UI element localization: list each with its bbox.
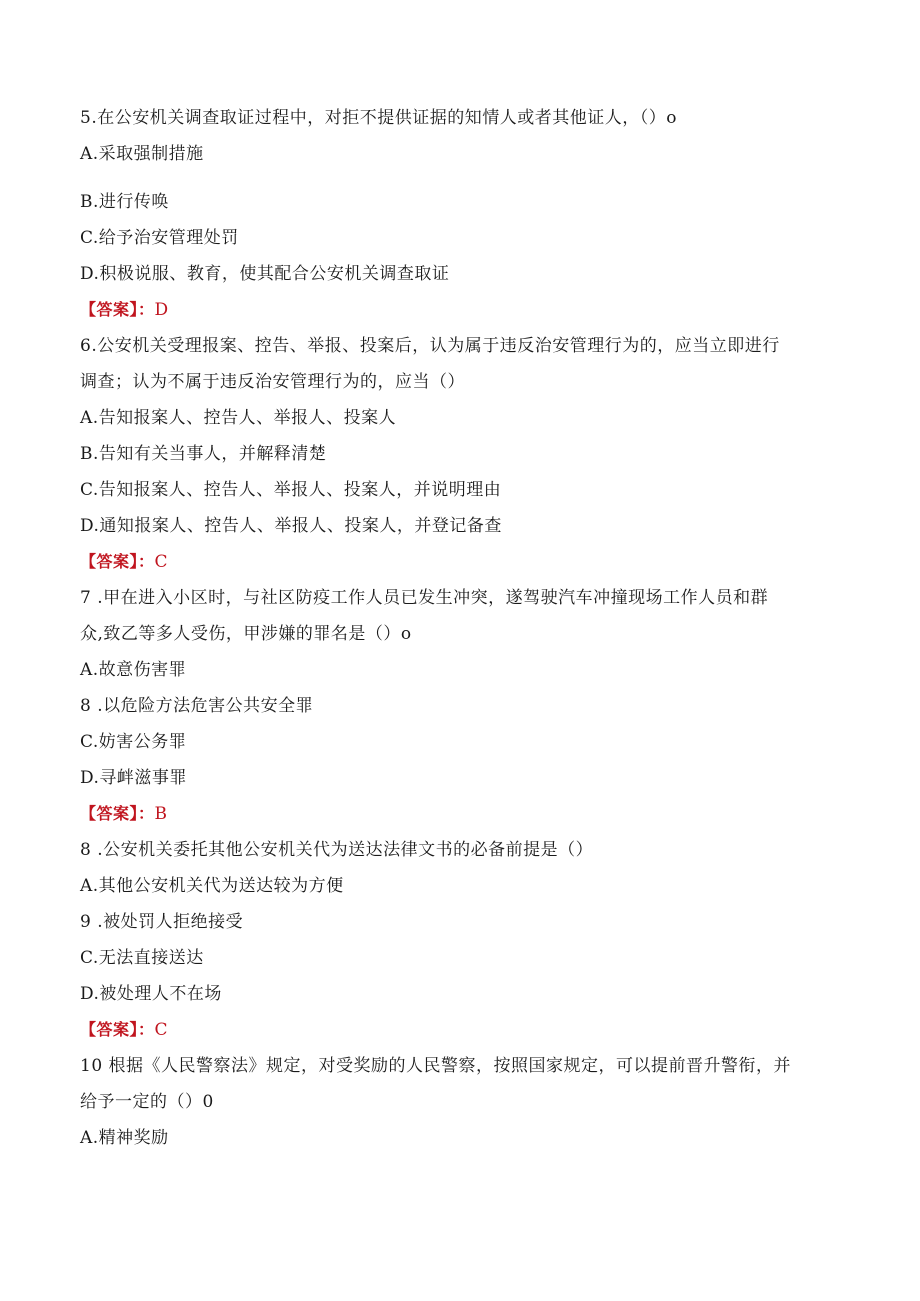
option-a: A.采取强制措施	[80, 144, 204, 164]
option-b: 8 .以危险方法危害公共安全罪	[80, 696, 314, 716]
question-stem: 5.在公安机关调查取证过程中，对拒不提供证据的知情人或者其他证人，（）o	[80, 108, 677, 128]
answer-value: C	[154, 1020, 169, 1040]
option-a: A.其他公安机关代为送达较为方便	[80, 876, 344, 896]
answer-label: 【答案】：	[80, 804, 155, 823]
question-stem-continued: 调查；认为不属于违反治安管理行为的，应当（）	[80, 372, 465, 392]
question-5	[80, 104, 840, 324]
question-10	[80, 1052, 840, 1152]
document-page	[80, 104, 840, 1160]
option-d: D.通知报案人、控告人、举报人、投案人，并登记备查	[80, 516, 502, 536]
answer-value: C	[154, 552, 169, 572]
question-7	[80, 584, 840, 828]
question-stem: 8 .公安机关委托其他公安机关代为送达法律文书的必备前提是（）	[80, 840, 594, 860]
answer-value: B	[154, 804, 168, 824]
answer-label: 【答案】：	[80, 1020, 155, 1039]
answer-line	[80, 1016, 840, 1044]
question-8	[80, 836, 840, 1044]
option-d: D.被处理人不在场	[80, 984, 222, 1004]
option-c: C.无法直接送达	[80, 948, 204, 968]
question-stem: 7 .甲在进入小区时，与社区防疫工作人员已发生冲突，遂驾驶汽车冲撞现场工作人员和群	[80, 588, 769, 608]
option-c: C.妨害公务罪	[80, 732, 187, 752]
option-b: B.进行传唤	[80, 192, 169, 212]
question-stem: 10 根据《人民警察法》规定，对受奖励的人民警察，按照国家规定，可以提前晋升警衔，并	[80, 1056, 792, 1076]
question-6	[80, 332, 840, 576]
option-c: C.给予治安管理处罚	[80, 228, 239, 248]
option-a: A.故意伤害罪	[80, 660, 187, 680]
option-b: 9 .被处罚人拒绝接受	[80, 912, 244, 932]
question-stem-continued: 众,致乙等多人受伤，甲涉嫌的罪名是（）o	[80, 624, 412, 644]
answer-label: 【答案】：	[80, 552, 155, 571]
answer-line	[80, 800, 840, 828]
option-b: B.告知有关当事人，并解释清楚	[80, 444, 327, 464]
option-a: A.精神奖励	[80, 1128, 169, 1148]
option-d: D.寻衅滋事罪	[80, 768, 187, 788]
option-c: C.告知报案人、控告人、举报人、投案人，并说明理由	[80, 480, 502, 500]
answer-line	[80, 548, 840, 576]
answer-label: 【答案】：	[80, 300, 155, 319]
question-stem-continued: 给予一定的（）0	[80, 1092, 214, 1112]
option-d: D.积极说服、教育，使其配合公安机关调查取证	[80, 264, 450, 284]
answer-line	[80, 296, 840, 324]
answer-value: D	[154, 300, 169, 320]
option-a: A.告知报案人、控告人、举报人、投案人	[80, 408, 397, 428]
question-stem: 6.公安机关受理报案、控告、举报、投案后，认为属于违反治安管理行为的，应当立即进行	[80, 336, 780, 356]
